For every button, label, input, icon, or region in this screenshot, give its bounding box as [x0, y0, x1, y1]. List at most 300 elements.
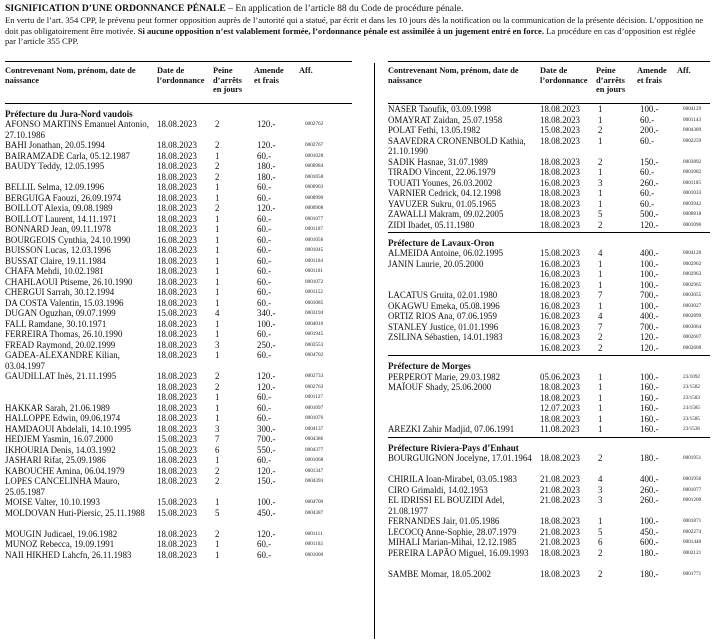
penalty-days: 3 — [215, 339, 220, 350]
case-number: 23/1585 — [683, 405, 701, 412]
fine-amount: 60.- — [257, 266, 272, 277]
header-aff: Aff. — [677, 66, 691, 75]
penalty-days: 2 — [598, 547, 603, 558]
table-row — [388, 104, 710, 115]
intro-text-1: En vertu de l’art. 354 CPP, le prévenu peut former opposition auprès de l’autorité qui a statué, par écrit et dans les 10 jours dès la notification ou la communication de la présente décision. L’opposition ne doit pas obligatoirement être motivée. — [5, 15, 704, 36]
fine-amount: 700.- — [640, 321, 659, 332]
case-number: 0001056 — [305, 236, 324, 243]
fine-amount: 60.- — [640, 198, 655, 209]
offender-name: VARNIER Cedrick, 04.12.1998 — [388, 188, 501, 198]
case-number: 0002963 — [683, 271, 702, 278]
table-row — [5, 340, 352, 351]
penalty-days: 1 — [215, 392, 220, 403]
table-row — [388, 178, 710, 189]
case-number: 0002962 — [683, 260, 702, 267]
right-column — [388, 61, 710, 641]
offender-name: LOPES CANCELINHA Mauro, 25.05.1987 — [5, 476, 120, 497]
fine-amount: 60.- — [257, 245, 272, 256]
order-date: 21.08.2023 — [540, 526, 580, 537]
document-title: SIGNIFICATION D’UNE ORDONNANCE PÉNALE — [5, 3, 226, 14]
header-date: Date de l’ordonnance — [157, 66, 205, 85]
fine-amount: 60.- — [257, 350, 272, 361]
offender-name: BERGUIGA Faouzi, 26.09.1974 — [5, 192, 122, 203]
region-heading: Préfecture Riviera-Pays d’Enhaut — [388, 442, 519, 453]
offender-name: FALL Ramdane, 30.10.1971 — [5, 318, 107, 329]
table-row — [388, 220, 710, 231]
offender-name: AFONSO MARTINS Emanuel Antonio, 27.10.1986 — [5, 119, 149, 140]
offender-name: CHAFA Mehdi, 10.02.1981 — [5, 266, 104, 277]
order-date: 15.08.2023 — [540, 248, 580, 259]
order-date: 18.08.2023 — [540, 392, 580, 403]
case-number: 0004702 — [305, 352, 324, 359]
case-number: 23/1536 — [683, 426, 701, 433]
order-date: 18.08.2023 — [157, 329, 197, 340]
offender-name: HEDJEM Yasmin, 16.07.2000 — [5, 434, 113, 445]
offender-name: HAMDAOUI Abdelali, 14.10.1995 — [5, 423, 131, 434]
order-date: 18.08.2023 — [157, 371, 197, 382]
fine-amount: 100.- — [257, 497, 276, 508]
order-date: 18.08.2023 — [157, 245, 197, 256]
order-date: 16.08.2023 — [540, 332, 580, 343]
case-number: 0002763 — [305, 383, 324, 390]
case-number: 0001127 — [305, 394, 323, 401]
order-date: 18.08.2023 — [157, 318, 197, 329]
table-row — [5, 403, 352, 414]
table-row — [388, 569, 710, 580]
order-date: 18.08.2023 — [157, 392, 197, 403]
table-row — [5, 413, 352, 424]
table-row — [388, 537, 710, 548]
table-row — [5, 455, 352, 466]
case-number: 0002899 — [683, 313, 702, 320]
order-date: 15.08.2023 — [157, 444, 197, 455]
penalty-days: 1 — [598, 279, 603, 290]
case-number: 0001096 — [683, 221, 702, 228]
fine-amount: 340.- — [257, 308, 276, 319]
order-date: 16.08.2023 — [540, 321, 580, 332]
order-date: 21.08.2023 — [540, 495, 580, 506]
order-date: 18.08.2023 — [157, 339, 197, 350]
order-date: 18.08.2023 — [157, 213, 197, 224]
penalty-days: 1 — [215, 455, 220, 466]
order-date: 18.08.2023 — [540, 453, 580, 464]
fine-amount: 60.- — [257, 192, 272, 203]
offender-name: AREZKI Zahir Madjid, 07.06.1991 — [388, 424, 515, 435]
offender-name: CIRO Grimaldi, 14.02.1953 — [388, 484, 488, 495]
offender-name: ZSILINA Sébastien, 14.01.1983 — [388, 332, 503, 343]
fine-amount: 400.- — [640, 474, 659, 485]
fine-amount: 60.- — [257, 255, 272, 266]
case-number: 0003027 — [683, 302, 702, 309]
table-columns — [5, 61, 708, 641]
case-number: 0001076 — [305, 415, 324, 422]
penalty-days: 2 — [215, 528, 220, 539]
penalty-days: 1 — [215, 287, 220, 298]
fine-amount: 60.- — [640, 167, 655, 177]
table-row — [388, 115, 710, 126]
header-amount: Amende et frais — [254, 66, 284, 85]
offender-name: PEREIRA LAPÃO Miguel, 16.09.1993 — [388, 547, 529, 558]
case-number: 0000903 — [305, 184, 324, 191]
case-number: 0002762 — [305, 121, 324, 128]
order-date: 18.08.2023 — [157, 224, 197, 235]
table-row — [5, 277, 352, 288]
offender-name: BOILLOT Laurent, 14.11.1971 — [5, 213, 117, 224]
order-date: 18.08.2023 — [157, 350, 197, 361]
order-date: 18.08.2023 — [540, 568, 580, 579]
fine-amount: 700.- — [257, 434, 276, 445]
fine-amount: 120.- — [640, 332, 659, 343]
table-row — [388, 548, 710, 569]
fine-amount: 100.- — [640, 104, 659, 114]
offender-name: BOURGEOIS Cynthia, 24.10.1990 — [5, 234, 131, 245]
penalty-days: 4 — [598, 248, 603, 259]
table-row — [388, 301, 710, 312]
table-row — [388, 453, 710, 474]
case-number: 0002965 — [683, 281, 702, 288]
penalty-days: 2 — [215, 171, 220, 182]
fine-amount: 260.- — [640, 177, 659, 188]
offender-name: MOUGIN Judicael, 19.06.1982 — [5, 528, 118, 539]
case-number: 0001771 — [683, 570, 702, 577]
penalty-days: 1 — [215, 150, 220, 161]
table-row — [388, 259, 710, 291]
penalty-days: 1 — [215, 350, 220, 361]
case-number: 23/1583 — [683, 394, 701, 401]
case-number: 0001045 — [305, 247, 324, 254]
offender-name: BUISSON Lucas, 12.03.1996 — [5, 245, 111, 256]
case-number: 0004700 — [305, 499, 324, 506]
table-row — [5, 245, 352, 256]
table-row — [5, 140, 352, 151]
penalty-days: 4 — [598, 311, 603, 322]
penalty-days: 2 — [598, 156, 603, 167]
penalty-days: 2 — [215, 371, 220, 382]
penalty-days: 1 — [215, 224, 220, 235]
offender-name: FERNANDES Jair, 01.05.1986 — [388, 516, 500, 527]
table-row — [388, 209, 710, 220]
offender-name: OKAGWU Emeka, 05.08.1996 — [388, 300, 500, 311]
penalty-days: 2 — [598, 219, 603, 230]
table-row — [5, 529, 352, 540]
fine-amount: 180.- — [257, 171, 276, 182]
order-date: 18.08.2023 — [540, 156, 580, 167]
table-row — [388, 311, 710, 322]
table-row — [388, 136, 710, 157]
fine-amount: 180.- — [640, 568, 659, 579]
fine-amount: 60.- — [257, 276, 272, 287]
table-row — [5, 497, 352, 508]
penalty-days: 2 — [598, 332, 603, 343]
order-date: 18.08.2023 — [157, 287, 197, 298]
order-date: 18.08.2023 — [157, 423, 197, 434]
case-number: 0002608 — [683, 344, 702, 351]
case-number: 0002767 — [305, 142, 324, 149]
offender-name: PERPEROT Marie, 29.03.1982 — [388, 371, 501, 382]
order-date: 18.08.2023 — [157, 381, 197, 392]
order-date: 16.08.2023 — [540, 342, 580, 353]
order-date: 18.08.2023 — [157, 255, 197, 266]
fine-amount: 100.- — [640, 279, 659, 290]
penalty-days: 3 — [598, 495, 603, 506]
offender-name: CHIRILA Ioan-Mirabel, 03.05.1983 — [388, 474, 517, 485]
fine-amount: 60.- — [257, 392, 272, 403]
fine-amount: 60.- — [257, 213, 272, 224]
case-number: 0001111 — [305, 530, 323, 537]
penalty-days: 3 — [598, 484, 603, 495]
order-date: 16.08.2023 — [540, 269, 580, 280]
penalty-days: 5 — [598, 526, 603, 537]
header-aff: Aff. — [299, 66, 313, 75]
fine-amount: 120.- — [257, 371, 276, 382]
intro-text-bold: Si aucune opposition n’est valablement formée, l’ordonnance pénale est assimilée à un jugement entré en force. — [137, 25, 545, 36]
offender-name: POLAT Fethi, 13.05.1982 — [388, 125, 481, 135]
case-number: 0001085 — [305, 299, 324, 306]
penalty-days: 1 — [215, 276, 220, 287]
penalty-days: 1 — [215, 539, 220, 550]
order-date: 18.08.2023 — [540, 547, 580, 558]
intro-paragraph — [5, 15, 708, 47]
order-date: 18.08.2023 — [157, 266, 197, 277]
right-table-header — [388, 61, 710, 104]
table-row — [388, 372, 710, 383]
fine-amount: 500.- — [640, 209, 659, 219]
fine-amount: 700.- — [640, 290, 659, 301]
fine-amount: 120.- — [257, 381, 276, 392]
offender-name: BONNARD Jean, 09.11.1978 — [5, 224, 111, 235]
penalty-days: 2 — [215, 203, 220, 214]
order-date: 18.08.2023 — [157, 539, 197, 550]
fine-amount: 100.- — [640, 269, 659, 280]
fine-amount: 60.- — [257, 234, 272, 245]
offender-name: DUGAN Oguzhan, 09.07.1999 — [5, 308, 116, 319]
document-subtitle: – En application de l’article 88 du Code de procédure pénale. — [225, 3, 464, 14]
fine-amount: 100.- — [640, 371, 659, 382]
order-date: 16.08.2023 — [540, 311, 580, 322]
fine-amount: 120.- — [640, 219, 659, 230]
offender-name: BAHI Jonathan, 20.05.1994 — [5, 140, 105, 151]
order-date: 18.08.2023 — [157, 203, 197, 214]
penalty-days: 1 — [215, 497, 220, 508]
case-number: 0003194 — [305, 310, 324, 317]
case-number: 0001000 — [305, 551, 324, 558]
offender-name: ORTIZ RIOS Ana, 07.06.1959 — [388, 311, 497, 322]
offender-name: BUSSAT Claire, 19.11.1984 — [5, 255, 106, 266]
order-date: 18.08.2023 — [540, 290, 580, 301]
table-row — [5, 119, 352, 140]
offender-name: SADIK Hasnae, 31.07.1989 — [388, 156, 488, 167]
header-penalty: Peine d’arrêts en jours — [596, 66, 626, 95]
case-number: 0001200 — [683, 497, 702, 504]
offender-name: BAUDY Teddy, 12.05.1995 — [5, 161, 105, 172]
penalty-days: 1 — [598, 198, 603, 209]
order-date: 18.08.2023 — [540, 114, 580, 125]
table-row — [388, 527, 710, 538]
order-date: 18.08.2023 — [157, 276, 197, 287]
table-row — [5, 424, 352, 435]
offender-name: HALLOPPE Edwin, 09.06.1974 — [5, 413, 121, 424]
column-divider — [374, 63, 375, 639]
case-number: 0004393 — [305, 478, 324, 485]
order-date: 18.08.2023 — [540, 413, 580, 424]
left-table-header — [5, 61, 352, 104]
table-row — [388, 474, 710, 485]
penalty-days: 2 — [598, 342, 603, 353]
offender-name: MIHALI Marian-Mihai, 12.12.1985 — [388, 537, 517, 548]
order-date: 18.08.2023 — [540, 219, 580, 230]
penalty-days: 1 — [598, 392, 603, 403]
penalty-days: 7 — [598, 321, 603, 332]
fine-amount: 180.- — [257, 161, 276, 172]
penalty-days: 5 — [215, 507, 220, 518]
penalty-days: 1 — [598, 114, 603, 125]
offender-name: BELLIL Selma, 12.09.1996 — [5, 182, 105, 193]
penalty-days: 7 — [598, 290, 603, 301]
case-number: 0004010 — [305, 320, 324, 327]
fine-amount: 120.- — [257, 465, 276, 476]
order-date: 18.08.2023 — [157, 182, 197, 193]
table-row — [5, 151, 352, 162]
penalty-days: 1 — [598, 413, 603, 424]
table-row — [5, 266, 352, 277]
order-date: 15.08.2023 — [157, 308, 197, 319]
fine-amount: 120.- — [640, 342, 659, 353]
fine-amount: 180.- — [640, 547, 659, 558]
penalty-days: 6 — [215, 444, 220, 455]
case-number: 0002733 — [305, 373, 324, 380]
penalty-days: 2 — [215, 381, 220, 392]
offender-name: MOISE Valter, 10.10.1993 — [5, 497, 100, 508]
fine-amount: 160.- — [640, 413, 659, 424]
case-number: 0001152 — [305, 289, 323, 296]
offender-name: IKHOURIA Denis, 14.03.1992 — [5, 444, 116, 455]
order-date: 18.08.2023 — [157, 549, 197, 560]
offender-name: MAÏOUF Shady, 25.06.2000 — [388, 382, 492, 393]
case-number: 0001440 — [683, 539, 702, 546]
table-row — [5, 193, 352, 204]
offender-name: ZIDI Ibadet, 05.11.1980 — [388, 219, 475, 230]
case-number: 0004129 — [683, 106, 702, 112]
offender-name: BOURGUIGNON Jocelyne, 17.01.1964 — [388, 453, 532, 464]
offender-name: LECOCQ Anne-Sophie, 28.07.1979 — [388, 526, 517, 537]
case-number: 0001077 — [683, 486, 702, 493]
offender-name: GAUDILLAT Inès, 21.11.1995 — [5, 371, 117, 382]
order-date: 16.08.2023 — [157, 234, 197, 245]
document-page — [5, 3, 708, 579]
case-number: 0002607 — [683, 334, 702, 341]
fine-amount: 260.- — [640, 484, 659, 495]
offender-name: STANLEY Justice, 01.01.1996 — [388, 321, 499, 332]
case-number: 0000908 — [305, 205, 324, 212]
fine-amount: 60.- — [640, 114, 655, 125]
left-column — [5, 61, 352, 641]
penalty-days: 1 — [598, 382, 603, 393]
fine-amount: 160.- — [640, 403, 659, 414]
fine-amount: 200.- — [640, 125, 659, 135]
penalty-days: 5 — [598, 209, 603, 219]
table-row — [5, 508, 352, 529]
case-number: 0003064 — [683, 323, 702, 330]
case-number: 0001101 — [305, 268, 323, 275]
table-row — [388, 516, 710, 527]
order-date: 18.08.2023 — [157, 297, 197, 308]
fine-amount: 60.- — [257, 549, 272, 560]
fine-amount: 120.- — [257, 140, 276, 151]
case-number: 0004386 — [305, 436, 324, 443]
offender-name: KABOUCHE Amina, 06.04.1979 — [5, 465, 125, 476]
fine-amount: 60.- — [257, 287, 272, 298]
table-row — [5, 161, 352, 182]
fine-amount: 150.- — [640, 156, 659, 167]
case-number: 0000818 — [683, 211, 702, 217]
header-date: Date de l’ordonnance — [540, 66, 588, 85]
fine-amount: 60.- — [257, 224, 272, 235]
case-number: 0004387 — [305, 509, 324, 516]
offender-name: GADEA-ALEXANDRE Kilian, 03.04.1997 — [5, 350, 120, 371]
table-row — [388, 248, 710, 259]
fine-amount: 450.- — [640, 526, 659, 537]
order-date: 18.08.2023 — [540, 382, 580, 393]
table-row — [5, 298, 352, 309]
order-date: 18.08.2023 — [157, 413, 197, 424]
table-row — [5, 224, 352, 235]
offender-name: MOLDOVAN Huti-Piersic, 25.11.1988 — [5, 507, 145, 518]
fine-amount: 60.- — [257, 150, 272, 161]
region-heading: Préfecture du Jura-Nord vaudois — [5, 109, 133, 119]
table-row — [5, 550, 352, 561]
table-row — [388, 382, 710, 424]
fine-amount: 300.- — [257, 423, 276, 434]
fine-amount: 160.- — [640, 424, 659, 435]
order-date: 16.08.2023 — [540, 279, 580, 290]
order-date: 18.08.2023 — [157, 476, 197, 487]
order-date: 15.08.2023 — [157, 434, 197, 445]
table-row — [388, 485, 710, 496]
penalty-days: 1 — [598, 403, 603, 414]
offender-name: NASER Taoufik, 03.09.1998 — [388, 104, 492, 114]
fine-amount: 450.- — [257, 507, 276, 518]
offender-name: YAVUZER Sukru, 01.05.1965 — [388, 198, 497, 209]
case-number: 0001143 — [683, 116, 701, 123]
offender-name: ZAWALLI Makram, 09.02.2005 — [388, 209, 504, 219]
table-row — [5, 182, 352, 193]
table-row — [388, 199, 710, 210]
penalty-days: 6 — [598, 537, 603, 548]
order-date: 18.08.2023 — [540, 209, 580, 219]
case-number: 0001347 — [305, 467, 324, 474]
penalty-days: 1 — [215, 234, 220, 245]
table-row — [5, 466, 352, 477]
table-row — [5, 476, 352, 497]
fine-amount: 400.- — [640, 311, 659, 322]
penalty-days: 1 — [215, 213, 220, 224]
penalty-days: 3 — [215, 423, 220, 434]
order-date: 18.08.2023 — [157, 528, 197, 539]
penalty-days: 1 — [598, 188, 603, 198]
fine-amount: 60.- — [640, 188, 655, 198]
order-date: 15.08.2023 — [157, 507, 197, 518]
table-row — [5, 434, 352, 445]
penalty-days: 1 — [215, 266, 220, 277]
order-date: 18.08.2023 — [157, 465, 197, 476]
offender-name: MUNOZ Rebecca, 19.09.1991 — [5, 539, 115, 550]
offender-name: DA COSTA Valentin, 15.03.1996 — [5, 297, 124, 308]
penalty-days: 1 — [598, 269, 603, 280]
offender-name: SAAVEDRA CRONENBOLD Kathia, 21.10.1990 — [388, 135, 526, 156]
table-row — [5, 308, 352, 319]
order-date: 18.08.2023 — [157, 161, 197, 172]
penalty-days: 4 — [215, 308, 220, 319]
